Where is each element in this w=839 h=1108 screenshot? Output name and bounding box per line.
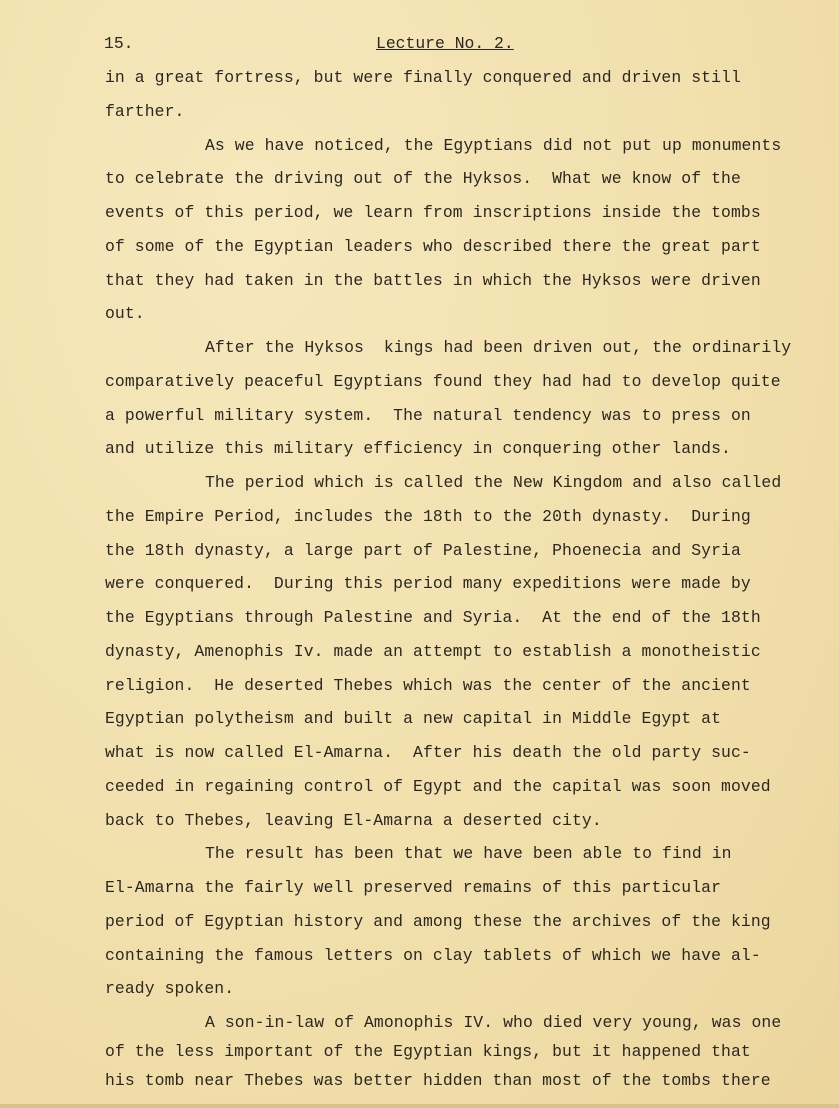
text-line: were conquered. During this period many expeditions were made by	[105, 574, 751, 594]
text-line: of some of the Egyptian leaders who described there the great part	[105, 236, 761, 256]
text-line: After the Hyksos kings had been driven out, the ordinarily	[205, 338, 792, 357]
text-line: to celebrate the driving out of the Hyksos. What we know of the	[105, 169, 741, 189]
page-title: Lecture No. 2.	[376, 34, 514, 53]
text-line: events of this period, we learn from inscriptions inside the tombs	[105, 203, 761, 222]
text-line: As we have noticed, the Egyptians did not put up monuments	[205, 135, 782, 155]
text-line: and utilize this military efficiency in conquering other lands.	[105, 439, 731, 459]
text-line: comparatively peaceful Egyptians found they had had to develop quite	[105, 371, 781, 391]
page-edge	[0, 1104, 839, 1108]
text-line: Egyptian polytheism and built a new capital in Middle Egypt at	[105, 709, 722, 729]
text-line: that they had taken in the battles in which the Hyksos were driven	[105, 270, 761, 290]
text-line: The period which is called the New Kingdom and also called	[205, 473, 782, 492]
text-line: A son-in-law of Amonophis IV. who died very young, was one	[205, 1013, 782, 1032]
text-line: the 18th dynasty, a large part of Palestine, Phoenecia and Syria	[105, 540, 741, 560]
text-line: his tomb near Thebes was better hidden than most of the tombs there	[105, 1071, 771, 1090]
text-line: what is now called El-Amarna. After his death the old party suc-	[105, 743, 751, 762]
text-line: religion. He deserted Thebes which was the center of the ancient	[105, 675, 751, 695]
text-line: ceeded in regaining control of Egypt and the capital was soon moved	[105, 776, 771, 796]
page-number: 15.	[104, 34, 134, 53]
text-line: out.	[105, 304, 145, 324]
text-line: El-Amarna the fairly well preserved remains of this particular	[105, 878, 722, 897]
text-line: the Empire Period, includes the 18th to the 20th dynasty. During	[105, 506, 751, 526]
text-line: dynasty, Amenophis Iv. made an attempt to establish a monotheistic	[105, 641, 761, 661]
text-line: containing the famous letters on clay tablets of which we have al-	[105, 945, 761, 965]
text-line: farther.	[105, 101, 185, 121]
text-line: period of Egyptian history and among these the archives of the king	[105, 911, 771, 931]
text-line: back to Thebes, leaving El-Amarna a deserted city.	[105, 810, 602, 830]
text-line: in a great fortress, but were finally conquered and driven still	[105, 68, 741, 87]
text-line: the Egyptians through Palestine and Syria. At the end of the 18th	[105, 608, 761, 627]
text-line: a powerful military system. The natural tendency was to press on	[105, 405, 751, 425]
text-line: ready spoken.	[105, 979, 235, 999]
text-line: The result has been that we have been able to find in	[205, 844, 732, 864]
text-line: of the less important of the Egyptian kings, but it happened that	[105, 1042, 751, 1061]
